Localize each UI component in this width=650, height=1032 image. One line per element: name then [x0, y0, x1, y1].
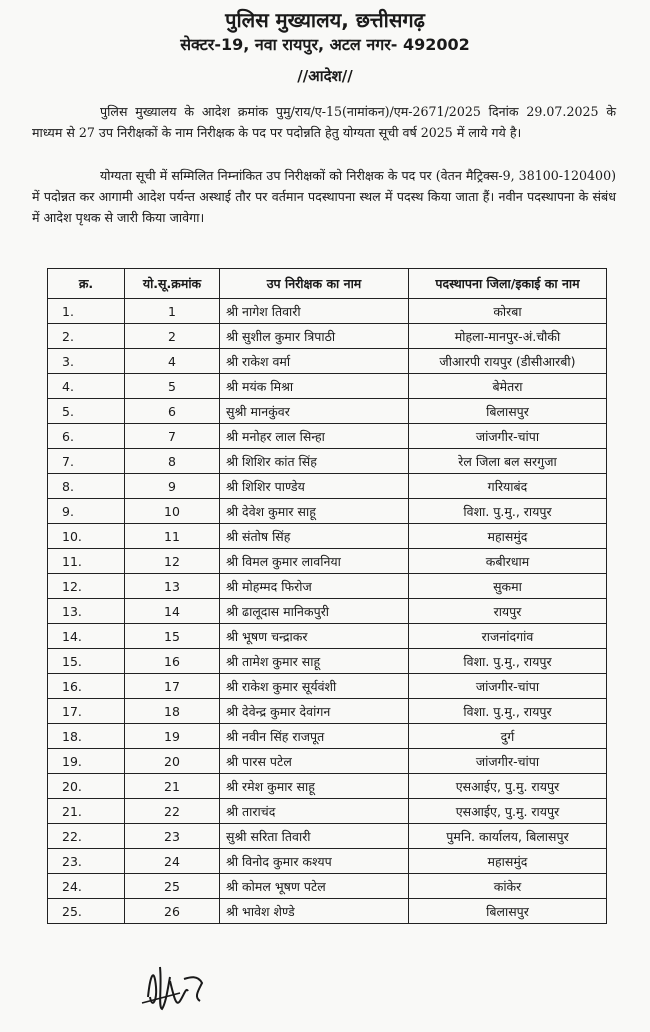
serial-cell: 21. — [48, 799, 125, 824]
table-row — [48, 699, 607, 724]
table-row — [48, 524, 607, 549]
table-row — [48, 499, 607, 524]
order-heading: //आदेश// — [297, 67, 353, 85]
posting-cell: दुर्ग — [409, 724, 607, 749]
posting-cell: पुमनि. कार्यालय, बिलासपुर — [409, 824, 607, 849]
posting-cell: कबीरधाम — [409, 549, 607, 574]
posting-cell: कोरबा — [409, 299, 607, 324]
officer-name-cell: श्री सुशील कुमार त्रिपाठी — [220, 324, 409, 349]
posting-cell: विशा. पु.मु., रायपुर — [409, 499, 607, 524]
posting-cell: सुकमा — [409, 574, 607, 599]
posting-cell: राजनांदगांव — [409, 624, 607, 649]
header-officer-name: उप निरीक्षक का नाम — [220, 269, 409, 299]
table-header-row — [48, 269, 607, 299]
merit-number-cell: 8 — [125, 449, 220, 474]
table-row — [48, 724, 607, 749]
table-row — [48, 399, 607, 424]
table-row — [48, 349, 607, 374]
officer-name-cell: श्री भावेश शेण्डे — [220, 899, 409, 924]
serial-cell: 10. — [48, 524, 125, 549]
promotion-table — [47, 268, 607, 924]
officer-name-cell: श्री शिशिर कांत सिंह — [220, 449, 409, 474]
officer-name-cell: श्री भूषण चन्द्राकर — [220, 624, 409, 649]
officer-name-cell: श्री रमेश कुमार साहू — [220, 774, 409, 799]
table-row — [48, 549, 607, 574]
table-row — [48, 324, 607, 349]
merit-number-cell: 16 — [125, 649, 220, 674]
serial-cell: 9. — [48, 499, 125, 524]
posting-cell: जांजगीर-चांपा — [409, 749, 607, 774]
posting-cell: गरियाबंद — [409, 474, 607, 499]
header-merit-number: यो.सू.क्रमांक — [125, 269, 220, 299]
officer-name-cell: श्री मयंक मिश्रा — [220, 374, 409, 399]
table-row — [48, 299, 607, 324]
merit-number-cell: 19 — [125, 724, 220, 749]
table-row — [48, 799, 607, 824]
posting-cell: एसआईए, पु.मु. रायपुर — [409, 799, 607, 824]
merit-number-cell: 15 — [125, 624, 220, 649]
merit-number-cell: 21 — [125, 774, 220, 799]
posting-cell: बेमेतरा — [409, 374, 607, 399]
merit-number-cell: 12 — [125, 549, 220, 574]
serial-cell: 17. — [48, 699, 125, 724]
merit-number-cell: 5 — [125, 374, 220, 399]
officer-name-cell: सुश्री सरिता तिवारी — [220, 824, 409, 849]
serial-cell: 11. — [48, 549, 125, 574]
posting-cell: जीआरपी रायपुर (डीसीआरबी) — [409, 349, 607, 374]
merit-number-cell: 14 — [125, 599, 220, 624]
table-row — [48, 674, 607, 699]
serial-cell: 14. — [48, 624, 125, 649]
officer-name-cell: श्री शिशिर पाण्डेय — [220, 474, 409, 499]
merit-number-cell: 9 — [125, 474, 220, 499]
serial-cell: 5. — [48, 399, 125, 424]
posting-cell: बिलासपुर — [409, 399, 607, 424]
table-row — [48, 874, 607, 899]
posting-cell: मोहला-मानपुर-अं.चौकी — [409, 324, 607, 349]
officer-name-cell: श्री राकेश वर्मा — [220, 349, 409, 374]
merit-number-cell: 22 — [125, 799, 220, 824]
officer-name-cell: श्री संतोष सिंह — [220, 524, 409, 549]
serial-cell: 12. — [48, 574, 125, 599]
table-row — [48, 449, 607, 474]
merit-number-cell: 13 — [125, 574, 220, 599]
merit-number-cell: 1 — [125, 299, 220, 324]
officer-name-cell: श्री राकेश कुमार सूर्यवंशी — [220, 674, 409, 699]
header-serial: क्र. — [48, 269, 125, 299]
posting-cell: बिलासपुर — [409, 899, 607, 924]
table-row — [48, 624, 607, 649]
serial-cell: 22. — [48, 824, 125, 849]
officer-name-cell: श्री कोमल भूषण पटेल — [220, 874, 409, 899]
table-row — [48, 474, 607, 499]
merit-number-cell: 17 — [125, 674, 220, 699]
serial-cell: 8. — [48, 474, 125, 499]
office-title: पुलिस मुख्यालय, छत्तीसगढ़ — [225, 8, 425, 32]
posting-cell: महासमुंद — [409, 524, 607, 549]
table-row — [48, 649, 607, 674]
serial-cell: 7. — [48, 449, 125, 474]
serial-cell: 20. — [48, 774, 125, 799]
serial-cell: 3. — [48, 349, 125, 374]
order-paragraph-1: पुलिस मुख्यालय के आदेश क्रमांक पुमु/राय/ए-15(नामांकन)/एम-2671/2025 दिनांक 29.07.2025 के माध्यम से 27 उप निरीक्षकों के नाम निरीक्षक के पद पर पदोन्नति हेतु योग्यता सूची वर्ष 2025 में लाये गये है। — [32, 104, 616, 140]
posting-cell: महासमुंद — [409, 849, 607, 874]
merit-number-cell: 24 — [125, 849, 220, 874]
serial-cell: 16. — [48, 674, 125, 699]
officer-name-cell: श्री विमल कुमार लावनिया — [220, 549, 409, 574]
table-row — [48, 849, 607, 874]
serial-cell: 24. — [48, 874, 125, 899]
posting-cell: जांजगीर-चांपा — [409, 674, 607, 699]
posting-cell: कांकेर — [409, 874, 607, 899]
signature-mark — [140, 957, 220, 1017]
merit-number-cell: 2 — [125, 324, 220, 349]
posting-cell: रेल जिला बल सरगुजा — [409, 449, 607, 474]
merit-number-cell: 23 — [125, 824, 220, 849]
officer-name-cell: श्री तामेश कुमार साहू — [220, 649, 409, 674]
table-row — [48, 574, 607, 599]
posting-cell: एसआईए, पु.मु. रायपुर — [409, 774, 607, 799]
serial-cell: 15. — [48, 649, 125, 674]
merit-number-cell: 18 — [125, 699, 220, 724]
posting-cell: रायपुर — [409, 599, 607, 624]
serial-cell: 2. — [48, 324, 125, 349]
merit-number-cell: 10 — [125, 499, 220, 524]
serial-cell: 18. — [48, 724, 125, 749]
officer-name-cell: सुश्री मानकुंवर — [220, 399, 409, 424]
officer-name-cell: श्री विनोद कुमार कश्यप — [220, 849, 409, 874]
officer-name-cell: श्री ताराचंद — [220, 799, 409, 824]
merit-number-cell: 6 — [125, 399, 220, 424]
officer-name-cell: श्री देवेन्द्र कुमार देवांगन — [220, 699, 409, 724]
posting-cell: जांजगीर-चांपा — [409, 424, 607, 449]
officer-name-cell: श्री नागेश तिवारी — [220, 299, 409, 324]
serial-cell: 19. — [48, 749, 125, 774]
merit-number-cell: 7 — [125, 424, 220, 449]
serial-cell: 4. — [48, 374, 125, 399]
serial-cell: 25. — [48, 899, 125, 924]
serial-cell: 23. — [48, 849, 125, 874]
officer-name-cell: श्री मोहम्मद फिरोज — [220, 574, 409, 599]
serial-cell: 13. — [48, 599, 125, 624]
merit-number-cell: 4 — [125, 349, 220, 374]
serial-cell: 6. — [48, 424, 125, 449]
table-row — [48, 824, 607, 849]
merit-number-cell: 11 — [125, 524, 220, 549]
table-body — [48, 299, 607, 924]
officer-name-cell: श्री देवेश कुमार साहू — [220, 499, 409, 524]
officer-name-cell: श्री पारस पटेल — [220, 749, 409, 774]
officer-name-cell: श्री ढालूदास मानिकपुरी — [220, 599, 409, 624]
posting-cell: विशा. पु.मु., रायपुर — [409, 699, 607, 724]
table-row — [48, 599, 607, 624]
serial-cell: 1. — [48, 299, 125, 324]
officer-name-cell: श्री नवीन सिंह राजपूत — [220, 724, 409, 749]
merit-number-cell: 20 — [125, 749, 220, 774]
officer-name-cell: श्री मनोहर लाल सिन्हा — [220, 424, 409, 449]
table-row — [48, 774, 607, 799]
header-posting: पदस्थापना जिला/इकाई का नाम — [409, 269, 607, 299]
office-address: सेक्टर-19, नवा रायपुर, अटल नगर- 492002 — [180, 35, 470, 54]
order-paragraph-2: योग्यता सूची में सम्मिलित निम्नांकित उप निरीक्षकों को निरीक्षक के पद पर (वेतन मैट्रिक्स-9, 38100-120400) में पदोन्नत कर आगामी आदेश पर्यन्त अस्थाई तौर पर वर्तमान पदस्थापना स्थल में पदस्थ किया जाता हैं। नवीन पदस्थापना के संबंध में आदेश पृथक से जारी किया जावेगा। — [32, 168, 616, 225]
table-row — [48, 749, 607, 774]
table-row — [48, 424, 607, 449]
posting-cell: विशा. पु.मु., रायपुर — [409, 649, 607, 674]
merit-number-cell: 25 — [125, 874, 220, 899]
table-row — [48, 374, 607, 399]
merit-number-cell: 26 — [125, 899, 220, 924]
table-row — [48, 899, 607, 924]
